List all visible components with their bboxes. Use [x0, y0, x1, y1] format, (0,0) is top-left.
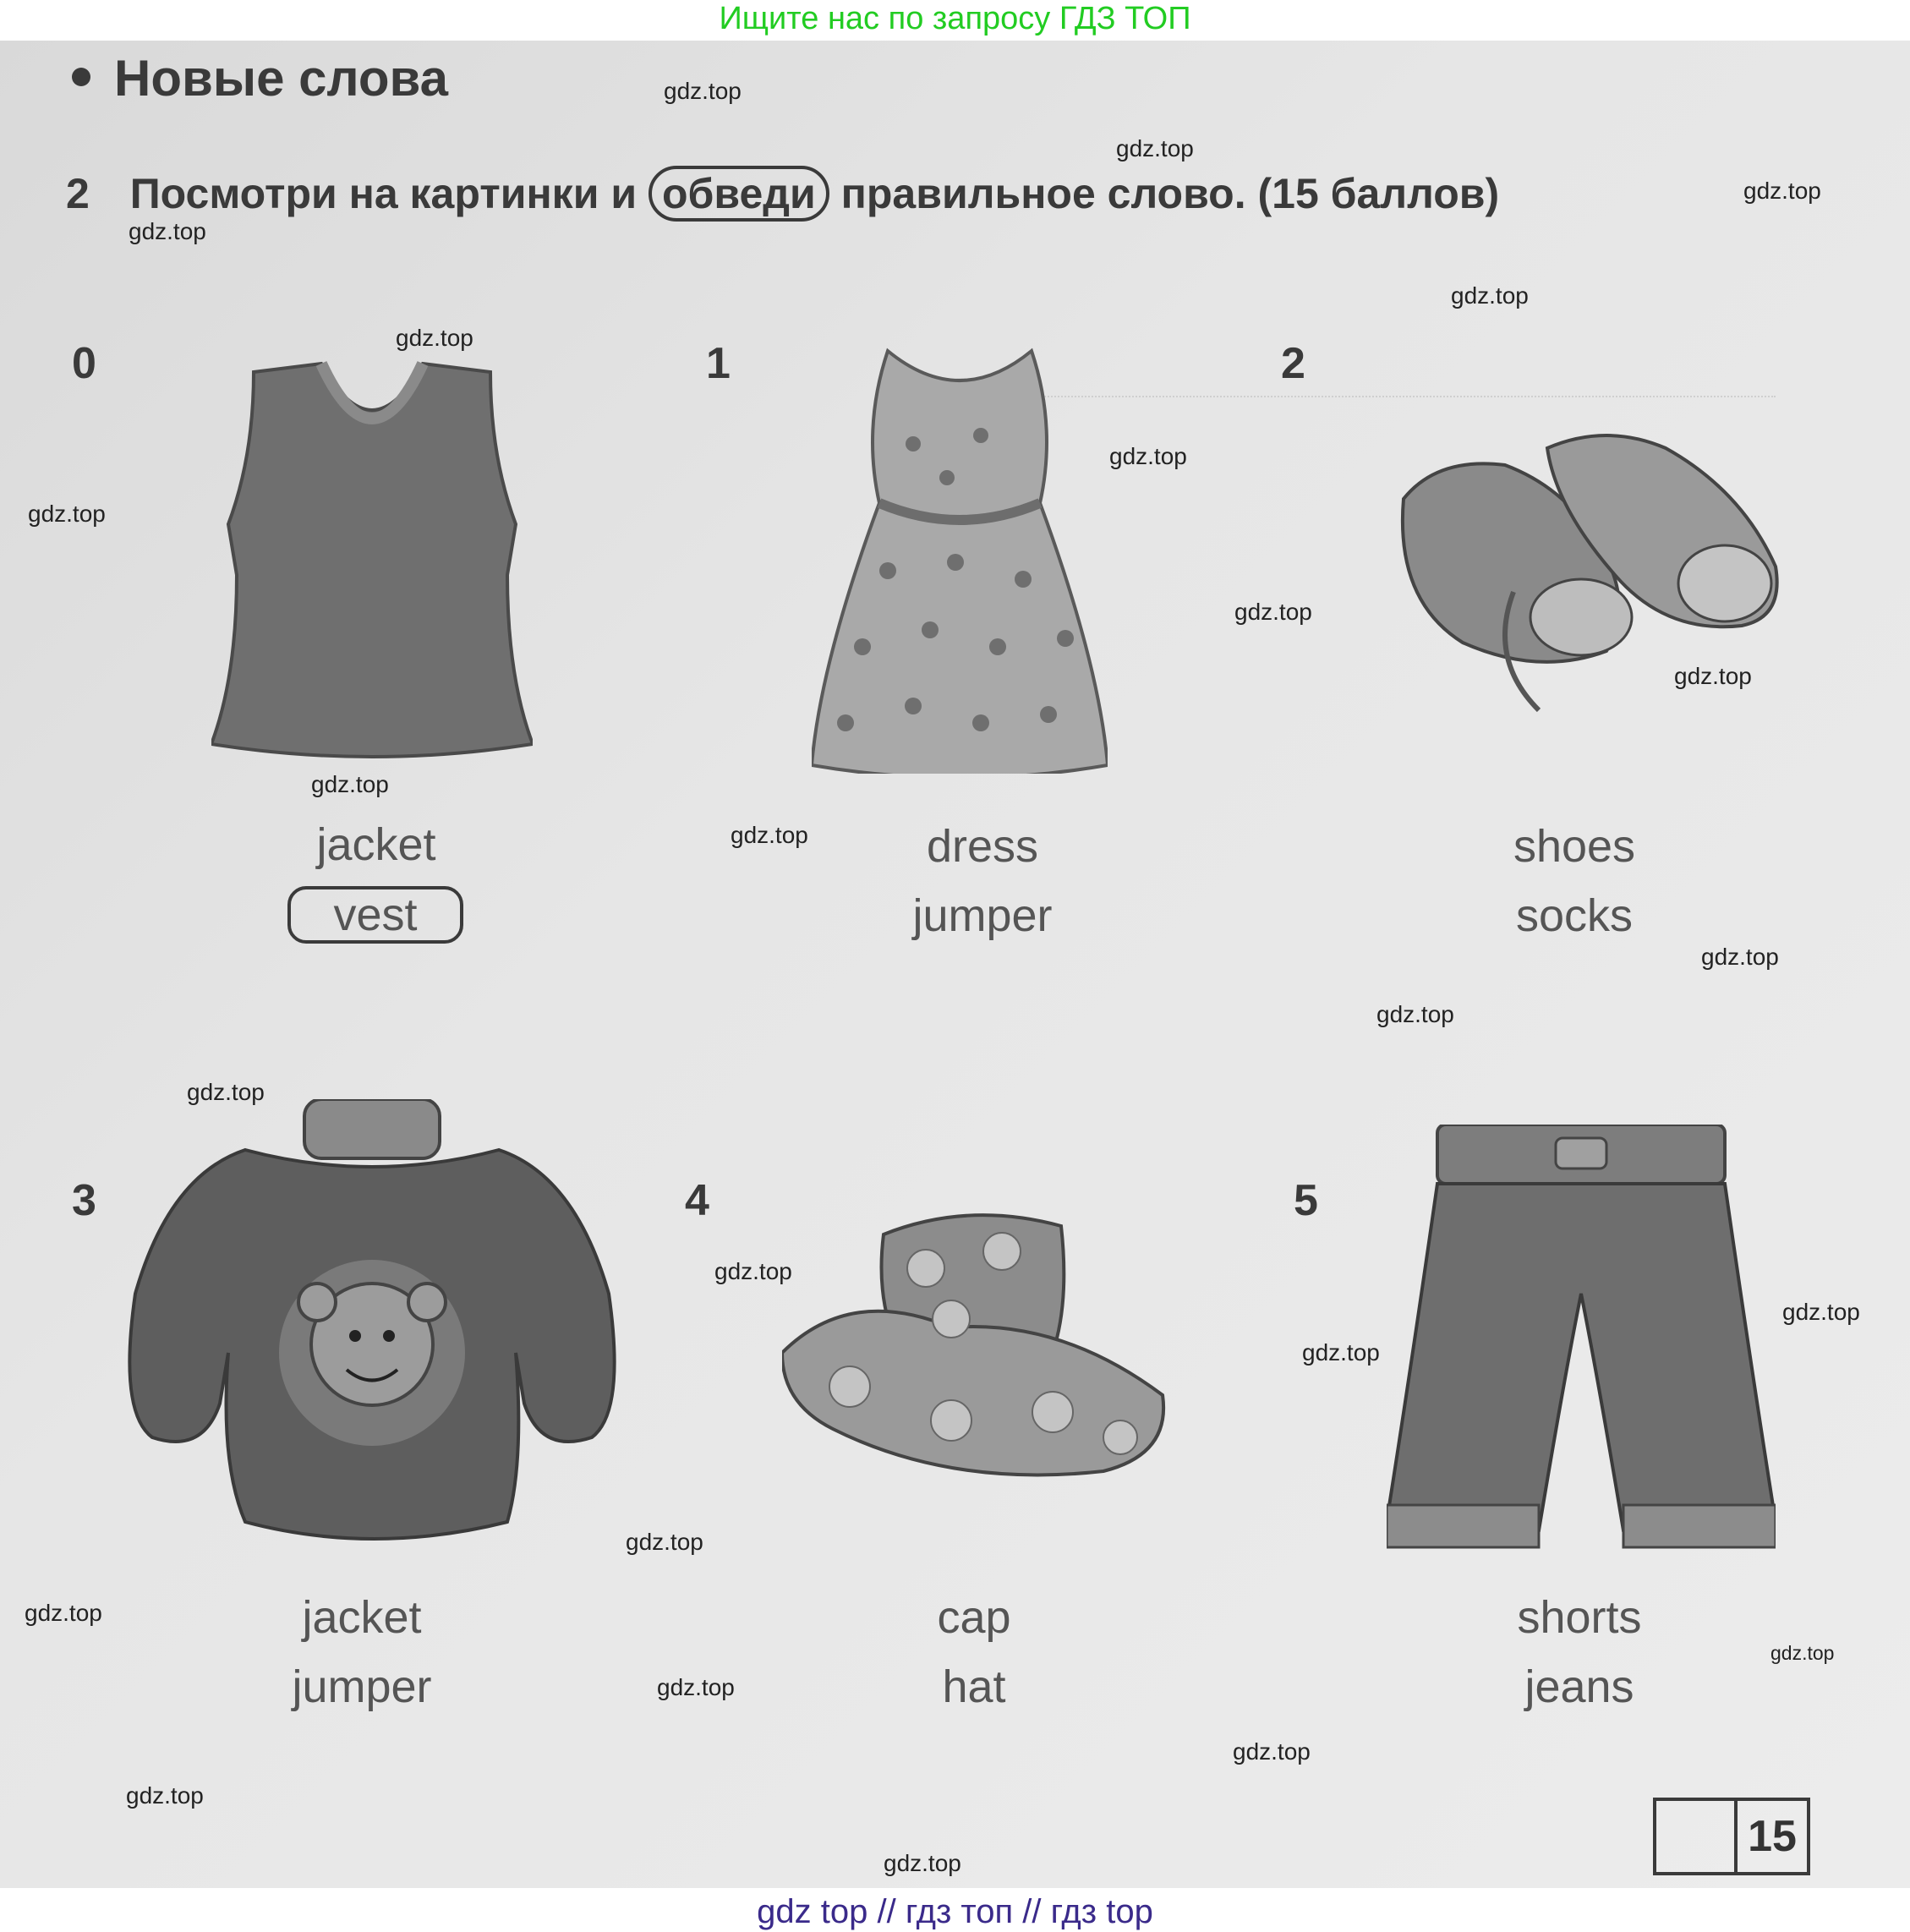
- task-text-before: Посмотри на картинки и: [129, 170, 638, 217]
- watermark: gdz.top: [884, 1850, 961, 1876]
- page-number: 15: [1748, 1812, 1797, 1861]
- option-jumper[interactable]: jumper: [292, 1661, 432, 1712]
- item-number: 5: [1294, 1176, 1318, 1225]
- item-number: 3: [72, 1176, 96, 1225]
- watermark: gdz.top: [1701, 944, 1779, 970]
- jumper-icon: [118, 1099, 626, 1556]
- vest-icon: [211, 355, 533, 761]
- task-text-after: правильное слово. (15 баллов): [840, 170, 1500, 217]
- watermark: gdz.top: [1376, 1001, 1454, 1027]
- watermark: gdz.top: [664, 78, 742, 104]
- option-jumper[interactable]: jumper: [912, 890, 1053, 941]
- watermark: gdz.top: [1743, 178, 1821, 204]
- option-dress[interactable]: dress: [926, 821, 1039, 872]
- task-instruction: [66, 166, 1499, 222]
- watermark: gdz.top: [1234, 599, 1312, 625]
- option-jacket[interactable]: jacket: [316, 819, 436, 870]
- watermark: gdz.top: [187, 1079, 265, 1105]
- item-number: 4: [685, 1176, 709, 1225]
- hat-icon: [782, 1201, 1171, 1480]
- watermark: gdz.top: [1782, 1299, 1860, 1325]
- option-cap[interactable]: cap: [937, 1592, 1011, 1643]
- task-number: 2: [66, 170, 90, 217]
- task-circled-word: обведи: [649, 166, 829, 222]
- watermark: gdz.top: [28, 501, 106, 527]
- watermark: gdz.top: [657, 1674, 735, 1700]
- watermark: gdz.top: [25, 1600, 102, 1626]
- item-number: 0: [72, 339, 96, 388]
- watermark: gdz.top: [126, 1782, 204, 1809]
- score-blank: [1656, 1801, 1738, 1872]
- jeans-icon: [1387, 1125, 1776, 1564]
- bottom-banner: gdz top // гдз топ // гдз top: [757, 1893, 1153, 1930]
- watermark: gdz.top: [311, 771, 389, 797]
- watermark: gdz.top: [731, 822, 808, 848]
- watermark: gdz.top: [1674, 663, 1752, 689]
- watermark: gdz.top: [396, 325, 473, 351]
- top-banner: Ищите нас по запросу ГДЗ ТОП: [719, 1, 1191, 36]
- watermark: gdz.top: [1451, 282, 1529, 309]
- option-shoes[interactable]: shoes: [1513, 821, 1636, 872]
- section-title: Новые слова: [72, 49, 448, 107]
- item-number: 1: [706, 339, 731, 388]
- option-socks[interactable]: socks: [1515, 890, 1634, 941]
- watermark: gdz.top: [1116, 135, 1194, 161]
- option-hat[interactable]: hat: [942, 1661, 1006, 1712]
- watermark: gdz.top: [129, 218, 206, 244]
- watermark: gdz.top: [1302, 1339, 1380, 1366]
- option-jacket[interactable]: jacket: [302, 1592, 422, 1643]
- watermark: gdz.top: [626, 1529, 703, 1555]
- option-vest-circled[interactable]: vest: [287, 886, 463, 944]
- dress-icon: [812, 342, 1108, 774]
- watermark: gdz.top: [714, 1258, 792, 1284]
- option-jeans[interactable]: jeans: [1524, 1661, 1634, 1712]
- watermark: gdz.top: [1109, 443, 1187, 469]
- item-number: 2: [1281, 339, 1305, 388]
- score-box: [1653, 1798, 1810, 1875]
- bullet-icon: [72, 68, 90, 86]
- watermark: gdz.top: [1770, 1642, 1835, 1664]
- option-shorts[interactable]: shorts: [1517, 1592, 1642, 1643]
- watermark: gdz.top: [1233, 1738, 1311, 1765]
